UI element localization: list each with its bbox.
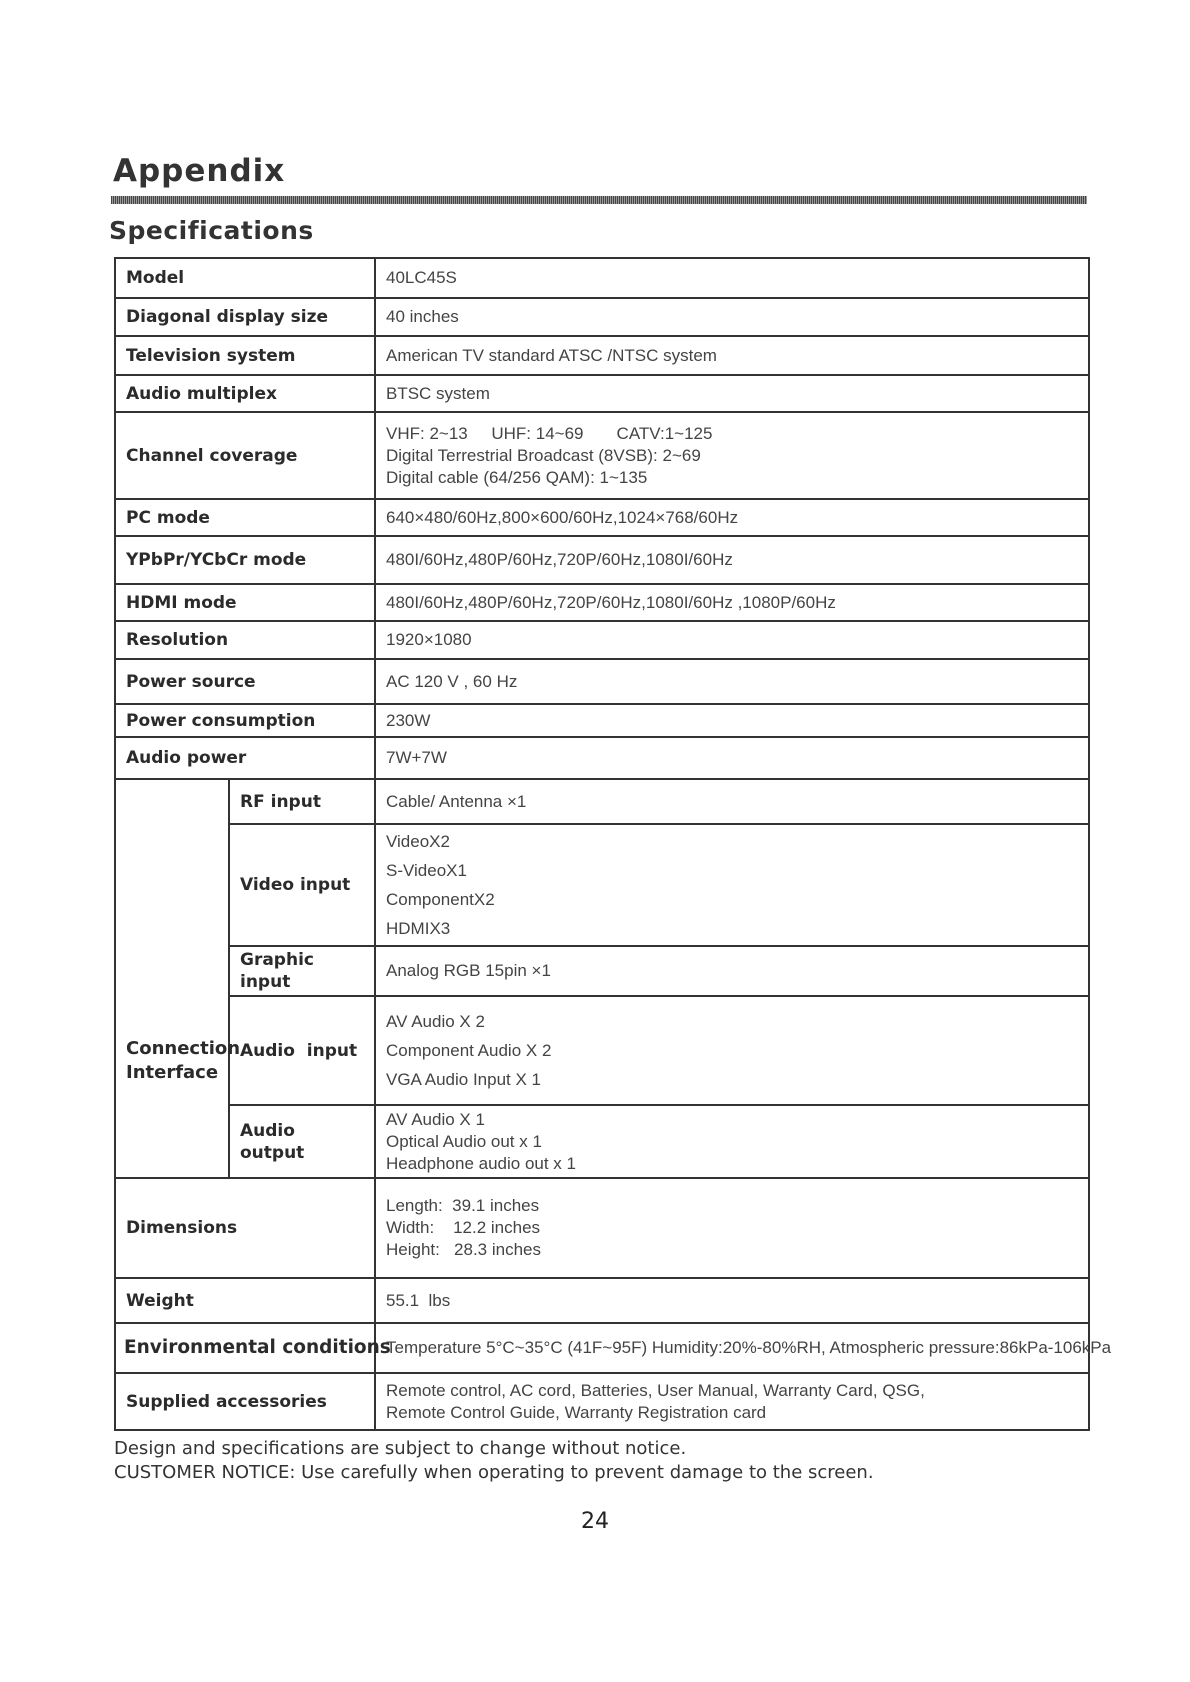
table-row xyxy=(115,704,1089,737)
table-row xyxy=(115,1278,1089,1323)
spec-value: 55.1 lbs xyxy=(375,1278,1089,1323)
connection-label-line: Connection xyxy=(126,1037,241,1059)
spec-label: Diagonal display size xyxy=(115,298,375,336)
customer-notice: CUSTOMER NOTICE: Use carefully when operating to prevent damage to the screen. xyxy=(114,1462,874,1483)
table-row xyxy=(115,1373,1089,1430)
spec-value xyxy=(375,1178,1089,1278)
spec-value: 480I/60Hz,480P/60Hz,720P/60Hz,1080I/60Hz ,1080P/60Hz xyxy=(375,584,1089,621)
sub-spec-label: RF input xyxy=(229,779,375,824)
value-line: Digital cable (64/256 QAM): 1~135 xyxy=(386,467,648,487)
value-line: S-VideoX1 xyxy=(386,861,467,880)
specifications-table xyxy=(114,257,1112,1431)
spec-value: 40 inches xyxy=(375,298,1089,336)
spec-label: YPbPr/YCbCr mode xyxy=(115,536,375,584)
table-row xyxy=(115,375,1089,412)
value-line: HDMIX3 xyxy=(386,919,451,938)
value-line: Height: 28.3 inches xyxy=(386,1240,541,1259)
spec-value: 1920×1080 xyxy=(375,621,1089,659)
spec-label: PC mode xyxy=(115,499,375,536)
spec-label: Weight xyxy=(115,1278,375,1323)
table-row xyxy=(115,1323,1089,1373)
table-row xyxy=(115,1105,1089,1178)
heading-rule xyxy=(111,196,1087,204)
spec-label: Power source xyxy=(115,659,375,704)
value-line: VHF: 2~13 UHF: 14~69 CATV:1~125 xyxy=(386,423,713,443)
spec-value: BTSC system xyxy=(375,375,1089,412)
table-row xyxy=(115,824,1089,946)
sub-spec-label: Audio input xyxy=(229,996,375,1105)
spec-value xyxy=(375,1105,1089,1178)
spec-label: Supplied accessories xyxy=(115,1373,375,1430)
table-row xyxy=(115,659,1089,704)
spec-label: Resolution xyxy=(115,621,375,659)
spec-value: Analog RGB 15pin ×1 xyxy=(375,946,1089,996)
table-row xyxy=(115,336,1089,375)
table-row xyxy=(115,499,1089,536)
spec-label: Audio power xyxy=(115,737,375,779)
sub-spec-label: Audio output xyxy=(229,1105,375,1178)
spec-label: Channel coverage xyxy=(115,412,375,499)
disclaimer-text: Design and specifications are subject to change without notice. xyxy=(114,1438,687,1459)
footer-notes xyxy=(114,1437,874,1485)
value-line: Remote Control Guide, Warranty Registration card xyxy=(386,1402,767,1422)
table-row xyxy=(115,737,1089,779)
spec-value xyxy=(375,412,1089,499)
section-title: Specifications xyxy=(109,216,314,245)
table-row xyxy=(115,584,1089,621)
value-line: Digital Terrestrial Broadcast (8VSB): 2~69 xyxy=(386,445,701,465)
sub-spec-label: Video input xyxy=(229,824,375,946)
spec-label: Power consumption xyxy=(115,704,375,737)
connection-interface-label xyxy=(115,779,241,1178)
spec-label: Television system xyxy=(115,336,375,375)
value-line: AV Audio X 2 xyxy=(386,1012,485,1031)
page-heading: Appendix xyxy=(113,153,286,189)
spec-value: 7W+7W xyxy=(375,737,1089,779)
table-row xyxy=(115,258,1089,298)
spec-label: Audio multiplex xyxy=(115,375,375,412)
value-line: Length: 39.1 inches xyxy=(386,1196,540,1215)
table-row xyxy=(115,1178,1089,1278)
spec-value: American TV standard ATSC /NTSC system xyxy=(375,336,1089,375)
spec-value xyxy=(375,996,1089,1105)
spec-label: HDMI mode xyxy=(115,584,375,621)
value-line: AV Audio X 1 xyxy=(386,1109,485,1129)
spec-value: Temperature 5°C~35°C (41F~95F) Humidity:20%-80%RH, Atmospheric pressure:86kPa-106kPa xyxy=(375,1323,1089,1373)
table-row xyxy=(115,298,1089,336)
value-line: VGA Audio Input X 1 xyxy=(386,1070,542,1089)
table-row xyxy=(115,621,1089,659)
spec-value: AC 120 V , 60 Hz xyxy=(375,659,1089,704)
value-line: Optical Audio out x 1 xyxy=(386,1131,542,1151)
page-number: 24 xyxy=(581,1509,609,1534)
spec-value: 640×480/60Hz,800×600/60Hz,1024×768/60Hz xyxy=(375,499,1089,536)
table-row xyxy=(115,536,1089,584)
value-line: ComponentX2 xyxy=(386,890,495,909)
value-line: Headphone audio out x 1 xyxy=(386,1153,576,1173)
spec-label: Model xyxy=(115,258,375,298)
table-row xyxy=(115,946,1089,996)
value-line: Component Audio X 2 xyxy=(386,1041,552,1060)
spec-value xyxy=(375,824,1089,946)
spec-value xyxy=(375,1373,1089,1430)
spec-label: Dimensions xyxy=(115,1178,375,1278)
connection-label-line: Interface xyxy=(126,1061,219,1083)
value-line: Width: 12.2 inches xyxy=(386,1218,541,1237)
spec-label: Environmental conditions xyxy=(115,1323,375,1373)
sub-spec-label: Graphic input xyxy=(229,946,375,996)
spec-value: 230W xyxy=(375,704,1089,737)
spec-value: Cable/ Antenna ×1 xyxy=(375,779,1089,824)
table-row xyxy=(115,412,1089,499)
table-row xyxy=(115,779,1089,824)
value-line: Remote control, AC cord, Batteries, User Manual, Warranty Card, QSG, xyxy=(386,1380,925,1400)
spec-value: 480I/60Hz,480P/60Hz,720P/60Hz,1080I/60Hz xyxy=(375,536,1089,584)
table-row xyxy=(115,996,1089,1105)
spec-value: 40LC45S xyxy=(375,258,1089,298)
value-line: VideoX2 xyxy=(386,832,450,851)
